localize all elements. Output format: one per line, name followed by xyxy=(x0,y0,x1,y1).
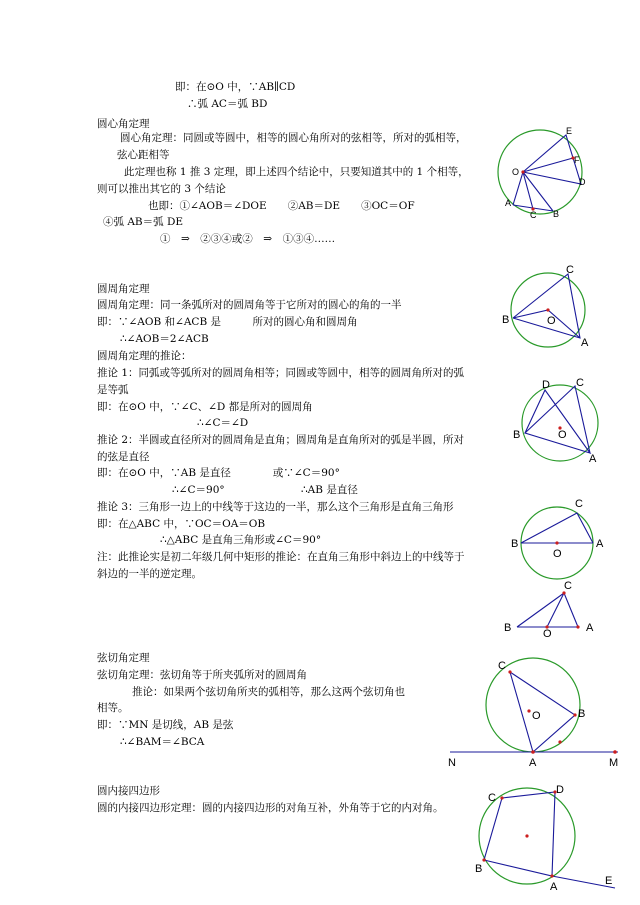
text-line: 弦心距相等 xyxy=(117,149,170,161)
text-line: 圆周角定理：同一条弧所对的圆周角等于它所对的圆心的角的一半 xyxy=(97,299,402,311)
text-line: 即：在⊙O 中，∵AB∥CD xyxy=(175,81,296,93)
point-label: N xyxy=(448,757,456,769)
text-line: 即：在△ABC 中，∵OC＝OA＝OB xyxy=(97,518,266,530)
point-label: A xyxy=(589,453,597,465)
point-label: C xyxy=(498,660,506,672)
point-label: C xyxy=(530,210,537,220)
point-label: A xyxy=(596,538,604,550)
text-line: 此定理也称 1 推 3 定理，即上述四个结论中，只要知道其中的 1 个相等， xyxy=(124,166,469,178)
text-line: 是等弧 xyxy=(97,384,129,396)
text-line: 也即：①∠AOB＝∠DOE ②AB＝DE ③OC＝OF xyxy=(148,200,415,212)
point-label: A xyxy=(550,881,558,893)
point-label: C xyxy=(576,377,584,389)
point-label: E xyxy=(566,126,573,136)
text-line: 斜边的一半的逆定理。 xyxy=(97,568,202,580)
point-label: B xyxy=(475,863,483,875)
text-line: 圆的内接四边形定理：圆的内接四边形的对角互补，外角等于它的内对角。 xyxy=(97,802,444,814)
point-label: B xyxy=(513,429,521,441)
heading: 圆内接四边形 xyxy=(97,785,160,797)
text-line: ④弧 AB＝弧 DE xyxy=(103,216,184,228)
inscribed-angle-figure xyxy=(500,262,610,352)
point-label: D xyxy=(542,379,550,391)
point-label: B xyxy=(504,622,512,634)
text-line: 即：在⊙O 中，∵∠C、∠D 都是所对的圆周角 xyxy=(97,401,313,413)
point-label: A xyxy=(529,757,537,769)
point-label: O xyxy=(512,167,520,177)
text-line: ① ⇒ ②③④或② ⇒ ①③④…… xyxy=(160,233,336,245)
point-label: M xyxy=(609,757,619,769)
point-label: E xyxy=(605,875,613,887)
text-line: 推论 1：同弧或等弧所对的圆周角相等；同圆或等圆中，相等的圆周角所对的弧 xyxy=(97,367,465,379)
text-line: 的弦是直径 xyxy=(97,451,150,463)
point-label: C xyxy=(488,792,496,804)
cyclic-quadrilateral-figure xyxy=(470,780,625,895)
text-line: 推论 3：三角形一边上的中线等于这边的一半，那么这个三角形是直角三角形 xyxy=(97,501,454,513)
point-label: O xyxy=(553,548,562,560)
point-label: C xyxy=(564,580,572,592)
point-label: F xyxy=(574,155,580,165)
point-label: B xyxy=(511,538,519,550)
text-line: ∴∠C＝90° xyxy=(172,484,225,496)
text-line: ∴∠AOB＝2∠ACB xyxy=(120,333,209,345)
point-label: A xyxy=(581,337,589,349)
text-line: 相等。 xyxy=(97,702,129,714)
text-line: 圆周角定理的推论： xyxy=(97,350,192,362)
text-line: 即：∵MN 是切线，AB 是弦 xyxy=(97,719,234,731)
point-label: B xyxy=(578,708,586,720)
point-label: O xyxy=(532,710,541,722)
point-label: D xyxy=(556,784,564,796)
text-line: 注：此推论实是初二年级几何中矩形的推论：在直角三角形中斜边上的中线等于 xyxy=(97,551,465,563)
text-line: ∴∠C＝∠D xyxy=(197,417,249,429)
same-arc-figure xyxy=(505,378,605,468)
text-line: 则可以推出其它的 3 个结论 xyxy=(97,183,226,195)
text-line: ∴∠BAM＝∠BCA xyxy=(120,736,205,748)
tangent-chord-figure xyxy=(440,655,630,770)
heading: 圆周角定理 xyxy=(97,283,150,295)
point-label: D xyxy=(579,177,586,187)
point-label: B xyxy=(553,209,560,219)
point-label: C xyxy=(575,498,583,510)
central-angle-figure xyxy=(495,125,605,225)
point-label: B xyxy=(502,314,510,326)
text-line: 即：在⊙O 中，∵AB 是直径 或∵∠C＝90° xyxy=(97,467,340,479)
point-label: A xyxy=(505,198,512,208)
median-triangle-figure xyxy=(500,578,605,638)
text-line: 推论：如果两个弦切角所夹的弧相等，那么这两个弦切角也 xyxy=(132,686,405,698)
heading: 圆心角定理 xyxy=(97,118,150,130)
point-label: O xyxy=(543,628,552,640)
point-label: O xyxy=(547,315,556,327)
text-line: 圆心角定理：同圆或等圆中，相等的圆心角所对的弦相等，所对的弧相等， xyxy=(120,132,467,144)
text-line: 弦切角定理：弦切角等于所夹弧所对的圆周角 xyxy=(97,669,307,681)
text-line: ∴弧 AC＝弧 BD xyxy=(187,98,268,110)
text-line: ∴△ABC 是直角三角形或∠C＝90° xyxy=(160,534,322,546)
text-line: ∴AB 是直径 xyxy=(301,484,358,496)
point-label: O xyxy=(558,429,567,441)
text-line: 推论 2：半圆或直径所对的圆周角是直角；圆周角是直角所对的弧是半圆，所对 xyxy=(97,434,465,446)
point-label: C xyxy=(566,264,574,276)
point-label: A xyxy=(586,622,594,634)
diameter-figure xyxy=(505,496,610,581)
heading: 弦切角定理 xyxy=(97,652,150,664)
text-line: 即：∵∠AOB 和∠ACB 是 所对的圆心角和圆周角 xyxy=(97,316,358,328)
